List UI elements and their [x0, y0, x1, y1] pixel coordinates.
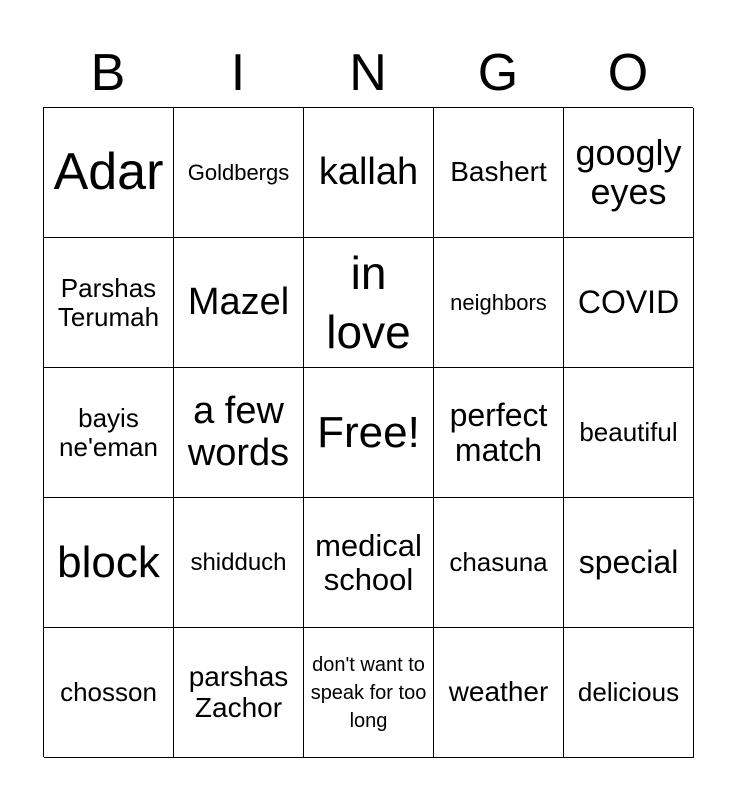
cell-label: parshas Zachor — [188, 661, 289, 723]
bingo-cell[interactable] — [434, 628, 564, 758]
cell-label: COVID — [577, 284, 680, 321]
cell-label: Bashert — [450, 156, 547, 188]
header-letter-o: O — [607, 44, 649, 102]
cell-label: perfect match — [449, 396, 548, 468]
cell-label: don't want to speak for too long — [310, 653, 427, 732]
cell-label: kallah — [318, 150, 419, 193]
header-letter-b: B — [90, 44, 126, 102]
bingo-cell[interactable] — [304, 238, 434, 368]
header-letter-n: N — [349, 44, 387, 102]
bingo-cell[interactable] — [434, 238, 564, 368]
bingo-cell[interactable] — [44, 368, 174, 498]
bingo-cell[interactable] — [304, 628, 434, 758]
cell-label: chasuna — [449, 547, 548, 578]
cell-label: delicious — [577, 677, 680, 708]
bingo-cell[interactable] — [564, 628, 694, 758]
cell-label: Mazel — [187, 280, 290, 323]
bingo-cell[interactable] — [174, 368, 304, 498]
header-letter-i: I — [230, 44, 246, 102]
cell-label: block — [57, 537, 160, 587]
bingo-cell[interactable] — [174, 238, 304, 368]
bingo-header — [43, 40, 693, 106]
cell-label: neighbors — [450, 289, 547, 315]
cell-label: Free! — [317, 407, 420, 457]
cell-label: Goldbergs — [187, 159, 290, 185]
bingo-cell[interactable] — [304, 108, 434, 238]
cell-label: chosson — [60, 677, 157, 708]
cell-label: Adar — [53, 143, 164, 202]
bingo-cell[interactable] — [564, 108, 694, 238]
bingo-board — [43, 107, 693, 757]
bingo-cell[interactable] — [174, 628, 304, 758]
bingo-cell[interactable] — [174, 498, 304, 628]
bingo-cell[interactable] — [434, 108, 564, 238]
cell-label: bayis ne'eman — [59, 403, 158, 462]
bingo-cell[interactable] — [174, 108, 304, 238]
bingo-cell[interactable] — [564, 498, 694, 628]
cell-label: medical school — [315, 528, 422, 597]
cell-label: special — [578, 544, 679, 581]
bingo-cell[interactable] — [434, 498, 564, 628]
bingo-cell free-space[interactable] — [304, 368, 434, 498]
cell-label: Parshas Terumah — [57, 273, 160, 332]
cell-label: a few words — [187, 390, 290, 474]
cell-label: in love — [326, 246, 411, 358]
cell-label: beautiful — [579, 417, 678, 448]
cell-label: shidduch — [190, 548, 287, 576]
cell-label: googly eyes — [575, 131, 682, 212]
bingo-cell[interactable] — [44, 108, 174, 238]
bingo-cell[interactable] — [44, 238, 174, 368]
bingo-cell[interactable] — [434, 368, 564, 498]
bingo-cell[interactable] — [304, 498, 434, 628]
bingo-cell[interactable] — [44, 628, 174, 758]
bingo-cell[interactable] — [44, 498, 174, 628]
cell-label: weather — [448, 676, 549, 708]
header-letter-g: G — [477, 44, 519, 102]
bingo-cell[interactable] — [564, 238, 694, 368]
bingo-cell[interactable] — [564, 368, 694, 498]
